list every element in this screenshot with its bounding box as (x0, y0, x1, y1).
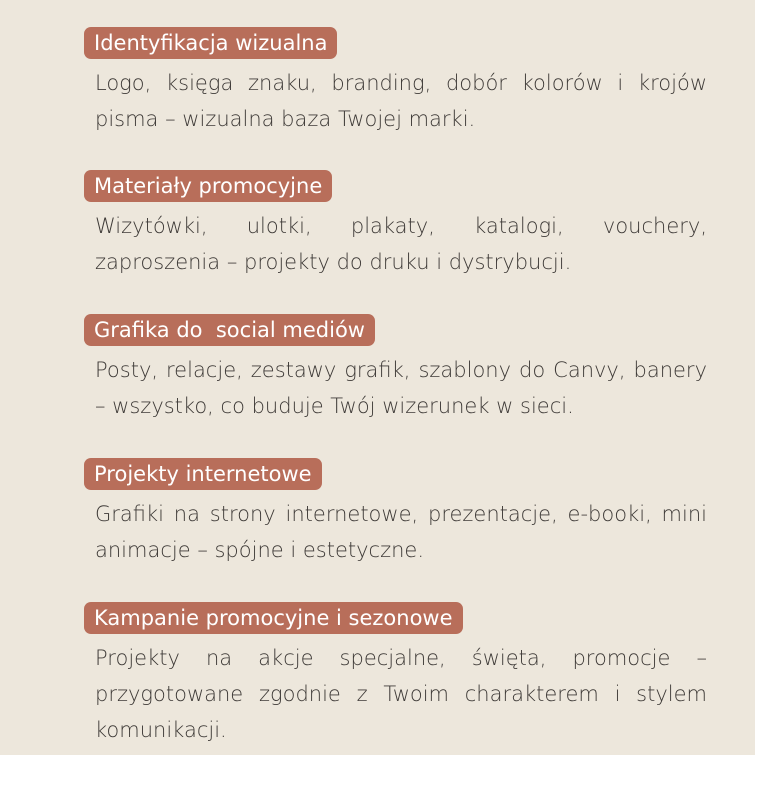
section-description: Posty, relacje, zestawy grafik, szablony do Canvy, banery – wszystko, co buduje Twój wizerunek w sieci. (95, 358, 707, 418)
section-description: Grafiki na strony internetowe, prezentacje, e-booki, mini animacje – spójne i estetyczne. (95, 502, 707, 562)
section-social-media-graphics (84, 314, 710, 424)
section-heading: Projekty internetowe (84, 458, 322, 490)
section-heading: Kampanie promocyjne i sezonowe (84, 602, 463, 634)
section-visual-identity (84, 27, 710, 137)
section-description: Wizytówki, ulotki, plakaty, katalogi, vouchery, zaproszenia – projekty do druku i dystrybucji. (95, 214, 707, 274)
section-description: Logo, księga znaku, branding, dobór kolorów i krojów pisma – wizualna baza Twojej marki. (95, 71, 707, 131)
section-web-projects (84, 458, 710, 568)
section-seasonal-campaigns (84, 602, 710, 748)
section-promo-materials (84, 170, 710, 280)
section-description: Projekty na akcje specjalne, święta, promocje – przygotowane zgodnie z Twoim charakterem i stylem komunikacji. (95, 646, 707, 742)
section-heading: Identyfikacja wizualna (84, 27, 337, 59)
section-heading: Grafika do social mediów (84, 314, 375, 346)
section-heading: Materiały promocyjne (84, 170, 332, 202)
